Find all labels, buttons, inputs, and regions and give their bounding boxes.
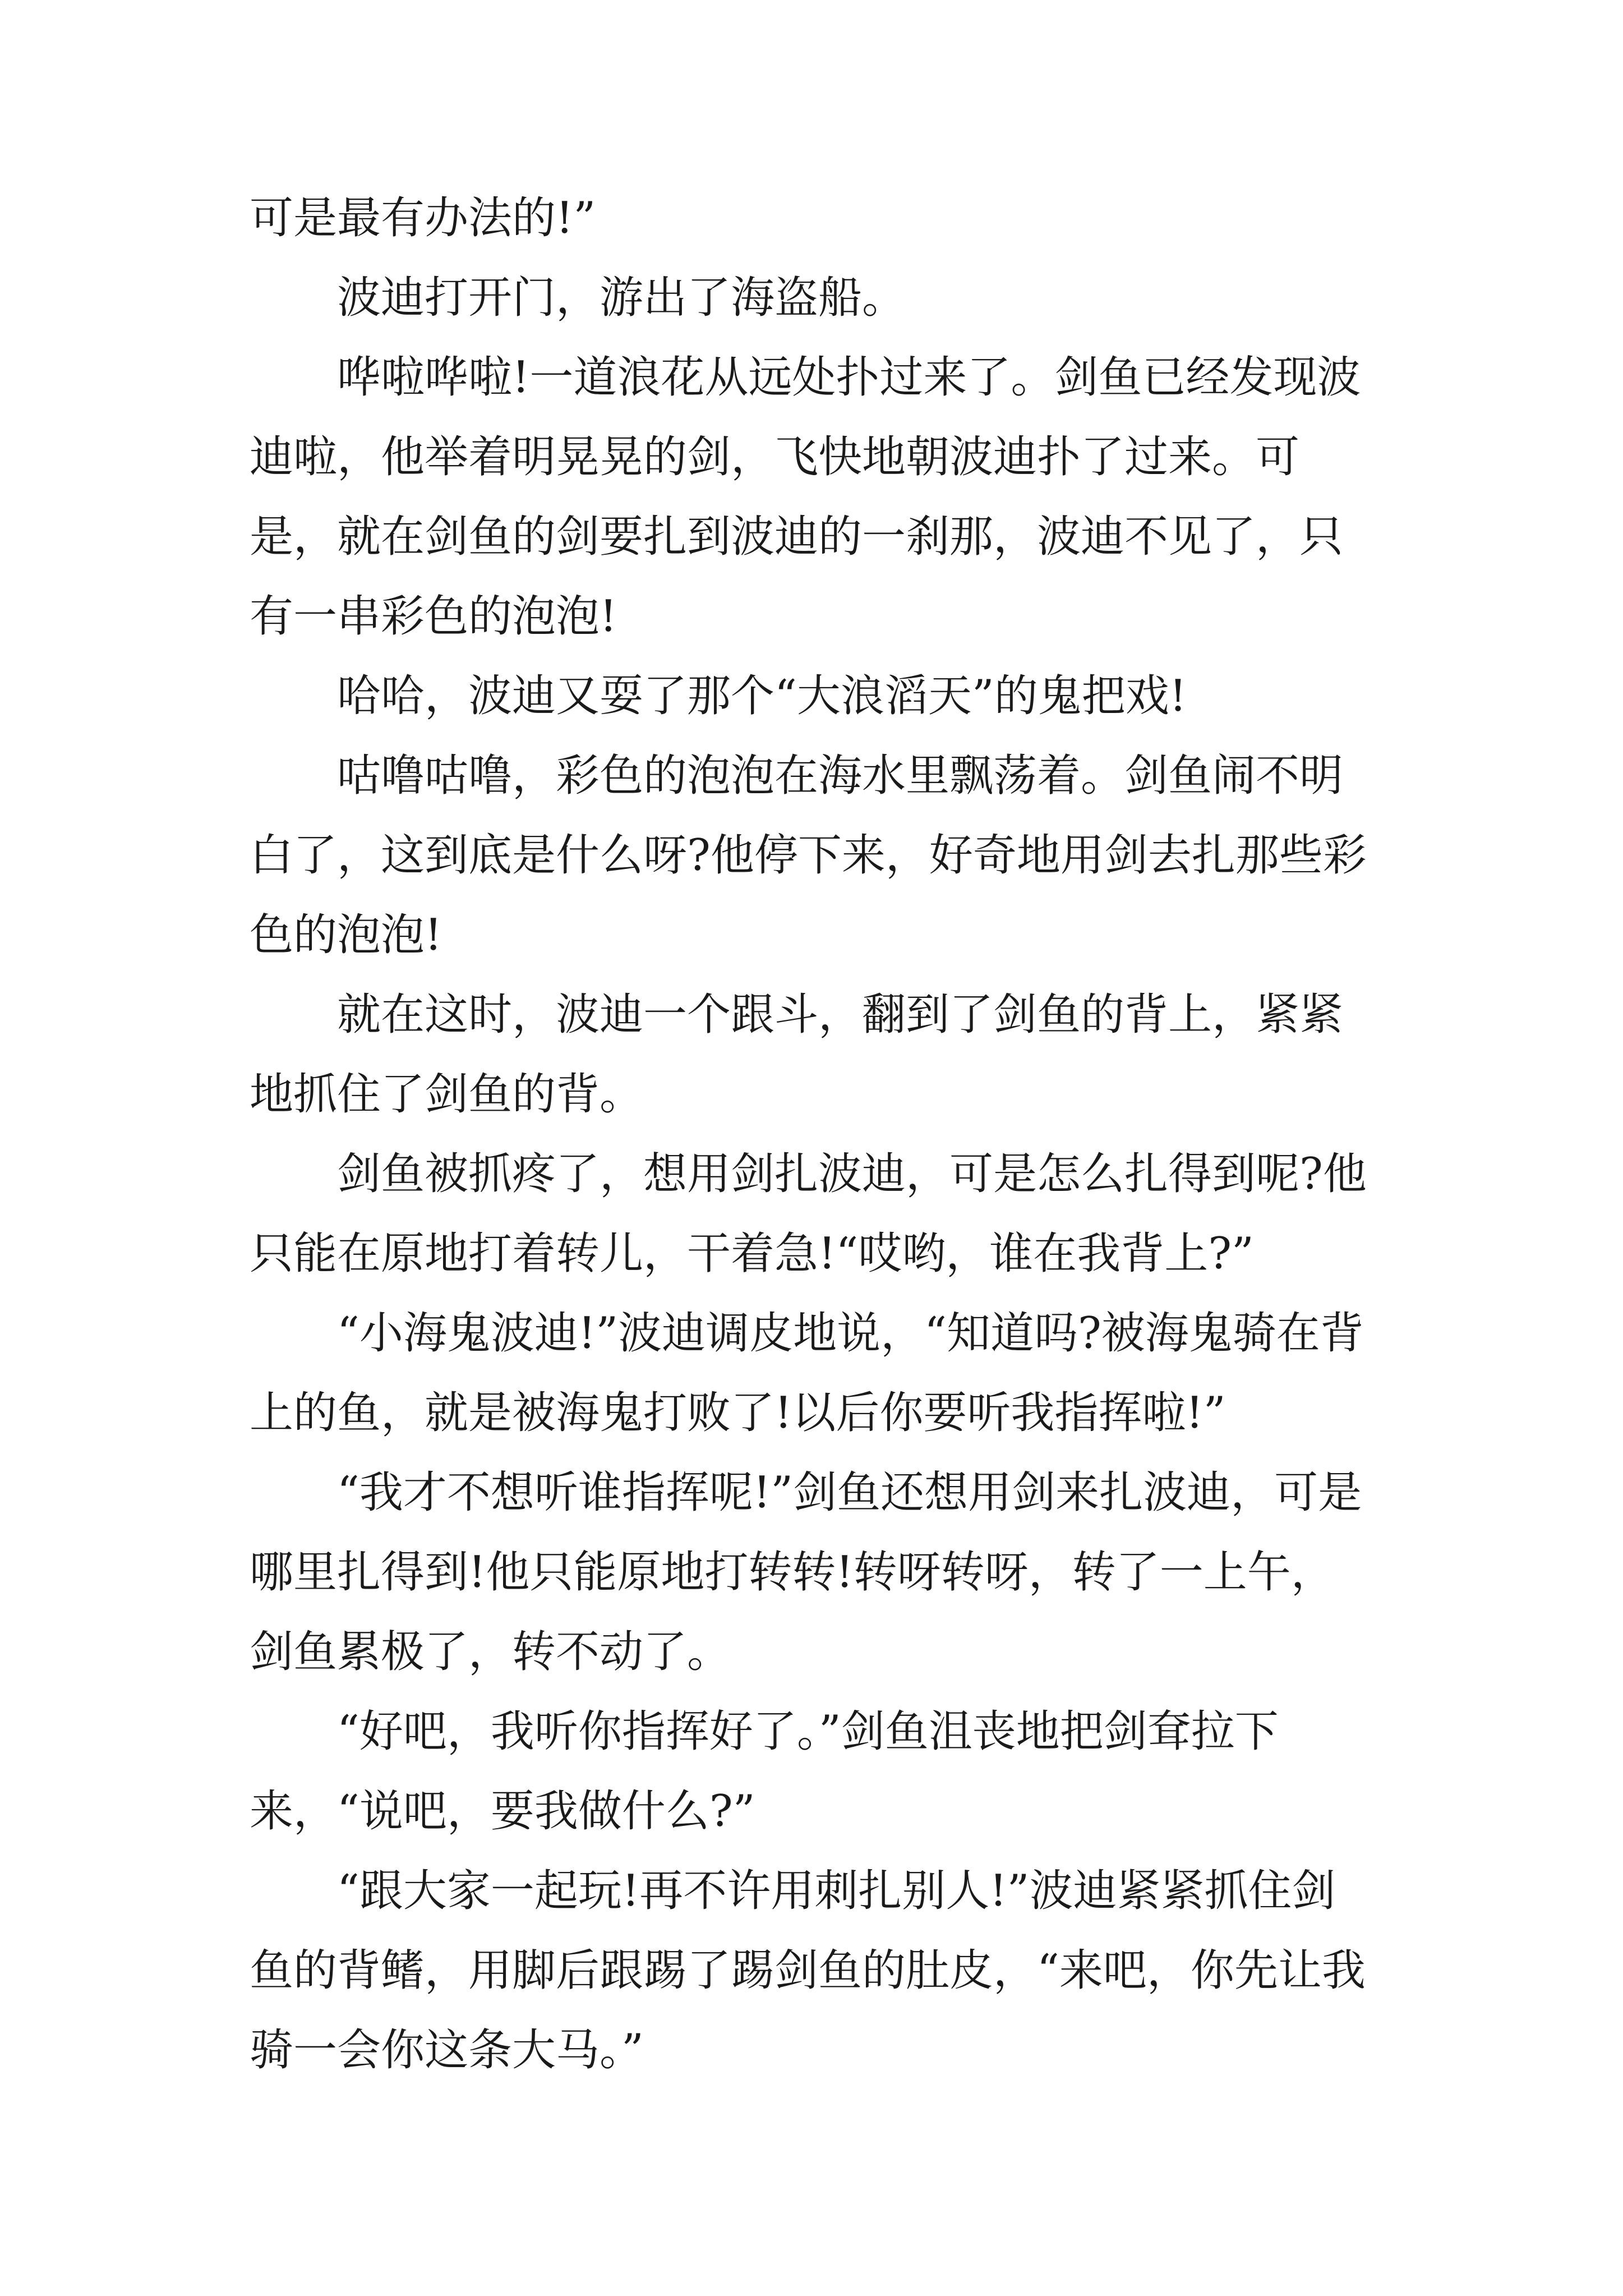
- paragraph: “小海鬼波迪!”波迪调皮地说，“知道吗?被海鬼骑在背上的鱼，就是被海鬼打败了!以后你要听我指挥啦!”: [250, 1308, 1364, 1438]
- story-text: [250, 178, 1377, 2090]
- paragraph: 波迪打开门，游出了海盗船。: [337, 273, 906, 323]
- paragraph: “我才不想听谁指挥呢!”剑鱼还想用剑来扎波迪，可是哪里扎得到!他只能原地打转转!转呀转呀，转了一上午，剑鱼累极了，转不动了。: [250, 1467, 1362, 1677]
- paragraph: 就在这时，波迪一个跟斗，翻到了剑鱼的背上，紧紧地抓住了剑鱼的背。: [250, 990, 1344, 1120]
- paragraph: 哗啦哗啦!一道浪花从远处扑过来了。剑鱼已经发现波迪啦，他举着明晃晃的剑，飞快地朝波迪扑了过来。可是，就在剑鱼的剑要扎到波迪的一刹那，波迪不见了，只有一串彩色的泡泡!: [250, 352, 1361, 642]
- paragraph: “跟大家一起玩!再不许用刺扎别人!”波迪紧紧抓住剑鱼的背鳍，用脚后跟踢了踢剑鱼的肚皮，“来吧，你先让我骑一会你这条大马。”: [250, 1866, 1366, 2076]
- paragraph: 剑鱼被抓疼了，想用剑扎波迪，可是怎么扎得到呢?他只能在原地打着转儿，干着急!“哎哟，谁在我背上?”: [250, 1149, 1367, 1279]
- paragraph: 咕噜咕噜，彩色的泡泡在海水里飘荡着。剑鱼闹不明白了，这到底是什么呀?他停下来，好奇地用剑去扎那些彩色的泡泡!: [250, 751, 1367, 960]
- paragraph: 可是最有办法的!”: [250, 193, 596, 243]
- paragraph: “好吧，我听你指挥好了。”剑鱼沮丧地把剑耷拉下来，“说吧，要我做什么?”: [250, 1706, 1279, 1837]
- paragraph: 哈哈，波迪又耍了那个“大浪滔天”的鬼把戏!: [337, 671, 1187, 721]
